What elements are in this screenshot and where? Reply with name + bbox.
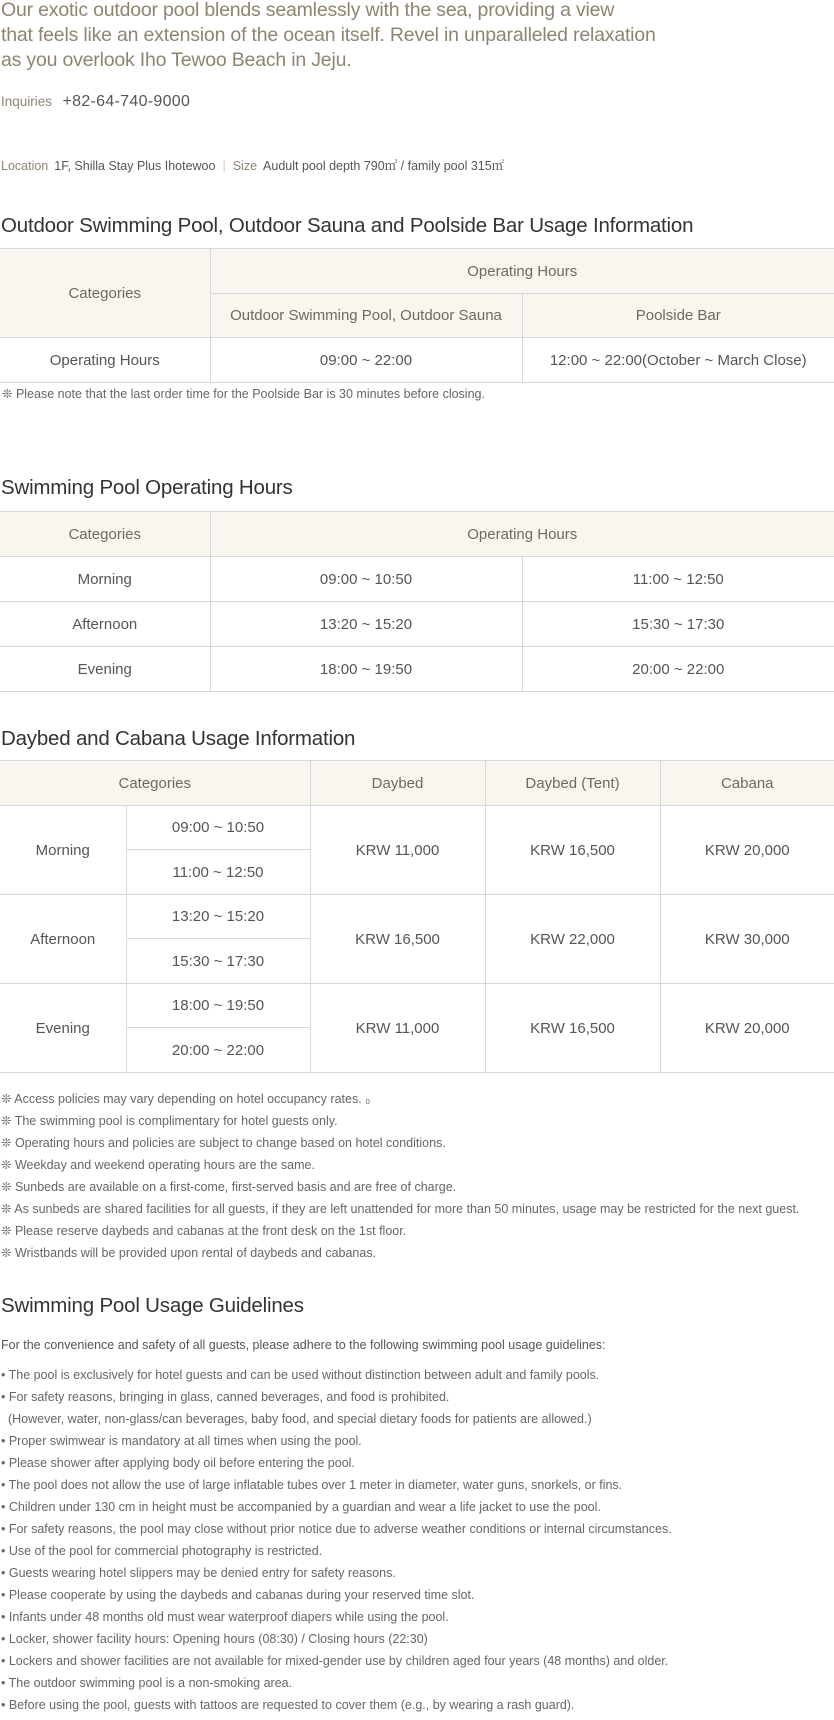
list-item: • Locker, shower facility hours: Opening hours (08:30) / Closing hours (22:30) [1,1632,428,1646]
row-label: Evening [0,984,126,1073]
row-label: Morning [0,557,210,602]
price-cabana: KRW 20,000 [660,806,834,895]
price-cabana: KRW 30,000 [660,895,834,984]
time-slot: 13:20 ~ 15:20 [210,602,522,647]
header-poolside-bar: Poolside Bar [522,294,834,338]
usage-info-table [0,248,834,383]
time-slot: 20:00 ~ 22:00 [522,647,834,692]
notes-list [1,1088,799,1264]
row-label: Afternoon [0,602,210,647]
header-categories: Categories [0,512,210,557]
list-item: ❊ Weekday and weekend operating hours are the same. [1,1158,315,1172]
guidelines-intro: For the convenience and safety of all guests, please adhere to the following swimming pool usage guidelines: [1,1338,606,1352]
list-item: • For safety reasons, the pool may close without prior notice due to adverse weather conditions or internal circumstances. [1,1522,672,1536]
header-categories: Categories [0,249,210,338]
price-daybed-tent: KRW 22,000 [485,895,660,984]
list-item: • The pool is exclusively for hotel guests and can be used without distinction between adult and family pools. [1,1368,600,1382]
time-slot: 13:20 ~ 15:20 [126,895,310,939]
time-slot: 18:00 ~ 19:50 [126,984,310,1028]
price-daybed: KRW 11,000 [310,984,485,1073]
location-info [1,156,504,174]
row-label: Morning [0,806,126,895]
list-item: ❊ The swimming pool is complimentary for hotel guests only. [1,1114,338,1128]
price-daybed-tent: KRW 16,500 [485,984,660,1073]
list-item: ❊ Sunbeds are available on a first-come, first-served basis and are free of charge. [1,1180,457,1194]
time-slot: 20:00 ~ 22:00 [126,1028,310,1073]
guidelines-title: Swimming Pool Usage Guidelines [1,1294,304,1317]
list-item: • For safety reasons, bringing in glass, canned beverages, and food is prohibited. [1,1390,450,1404]
pool-hours-title: Swimming Pool Operating Hours [1,476,293,499]
header-categories: Categories [0,761,310,806]
location-value: 1F, Shilla Stay Plus Ihotewoo [54,159,216,173]
list-item: • Lockers and shower facilities are not available for mixed-gender use by children aged four years (48 months) and older. [1,1654,669,1668]
price-daybed: KRW 11,000 [310,806,485,895]
list-item: ❊ Wristbands will be provided upon rental of daybeds and cabanas. [1,1246,377,1260]
table-row [0,806,834,850]
list-item: (However, water, non-glass/can beverages, baby food, and special dietary foods for patients are allowed.) [1,1412,592,1426]
price-daybed-tent: KRW 16,500 [485,806,660,895]
daybed-table [0,760,834,1073]
time-slot: 15:30 ~ 17:30 [126,939,310,984]
header-operating-hours: Operating Hours [210,249,834,294]
row-label: Afternoon [0,895,126,984]
bar-note: ❊ Please note that the last order time for the Poolside Bar is 30 minutes before closing. [2,387,485,401]
list-item: • Please cooperate by using the daybeds and cabanas during your reserved time slot. [1,1588,475,1602]
time-slot: 11:00 ~ 12:50 [522,557,834,602]
time-slot: 11:00 ~ 12:50 [126,850,310,895]
intro-line: Our exotic outdoor pool blends seamlessly with the sea, providing a view [1,0,615,21]
time-slot: 09:00 ~ 10:50 [210,557,522,602]
list-item: • Use of the pool for commercial photography is restricted. [1,1544,323,1558]
inquiries [1,93,190,111]
list-item: ❊ Access policies may vary depending on hotel occupancy rates. ₀ [1,1092,371,1106]
size-value: Audult pool depth 790㎡ / family pool 315㎡ [263,159,505,173]
header-operating-hours: Operating Hours [210,512,834,557]
intro-line: as you overlook Iho Tewoo Beach in Jeju. [1,49,352,71]
list-item: • Guests wearing hotel slippers may be denied entry for safety reasons. [1,1566,396,1580]
list-item: ❊ Operating hours and policies are subject to change based on hotel conditions. [1,1136,446,1150]
price-cabana: KRW 20,000 [660,984,834,1073]
table-row [0,895,834,939]
header-daybed: Daybed [310,761,485,806]
time-slot: 09:00 ~ 10:50 [126,806,310,850]
list-item: • Infants under 48 months old must wear waterproof diapers while using the pool. [1,1610,449,1624]
row-label: Operating Hours [0,338,210,383]
list-item: ❊ Please reserve daybeds and cabanas at the front desk on the 1st floor. [1,1224,407,1238]
list-item: ❊ As sunbeds are shared facilities for all guests, if they are left unattended for more than 50 minutes, usage may be restricted for the next guest. [1,1202,800,1216]
row-label: Evening [0,647,210,692]
guidelines-list [1,1364,672,1716]
list-item: • The outdoor swimming pool is a non-smoking area. [1,1676,293,1690]
inquiries-label: Inquiries [1,94,53,109]
header-pool-sauna: Outdoor Swimming Pool, Outdoor Sauna [210,294,522,338]
daybed-title: Daybed and Cabana Usage Information [1,727,356,750]
intro-text [1,0,761,73]
list-item: • Before using the pool, guests with tattoos are requested to cover them (e.g., by wearing a rash guard). [1,1698,575,1712]
size-label: Size [232,159,258,173]
price-daybed: KRW 16,500 [310,895,485,984]
pool-hours: 09:00 ~ 22:00 [210,338,522,383]
table-row [0,984,834,1028]
table-row [0,602,834,647]
divider: | [222,159,226,173]
list-item: • Children under 130 cm in height must be accompanied by a guardian and wear a life jacket to use the pool. [1,1500,601,1514]
location-label: Location [1,159,49,173]
table-row [0,557,834,602]
time-slot: 15:30 ~ 17:30 [522,602,834,647]
table-row [0,647,834,692]
list-item: • The pool does not allow the use of large inflatable tubes over 1 meter in diameter, water guns, snorkels, or fins. [1,1478,623,1492]
header-daybed-tent: Daybed (Tent) [485,761,660,806]
inquiries-phone: +82-64-740-9000 [62,93,191,110]
intro-line: that feels like an extension of the ocean itself. Revel in unparalleled relaxation [1,24,656,46]
usage-info-title: Outdoor Swimming Pool, Outdoor Sauna and Poolside Bar Usage Information [1,214,694,237]
list-item: • Please shower after applying body oil before entering the pool. [1,1456,355,1470]
pool-hours-table [0,511,834,692]
list-item: • Proper swimwear is mandatory at all times when using the pool. [1,1434,362,1448]
header-cabana: Cabana [660,761,834,806]
time-slot: 18:00 ~ 19:50 [210,647,522,692]
bar-hours: 12:00 ~ 22:00(October ~ March Close) [522,338,834,383]
